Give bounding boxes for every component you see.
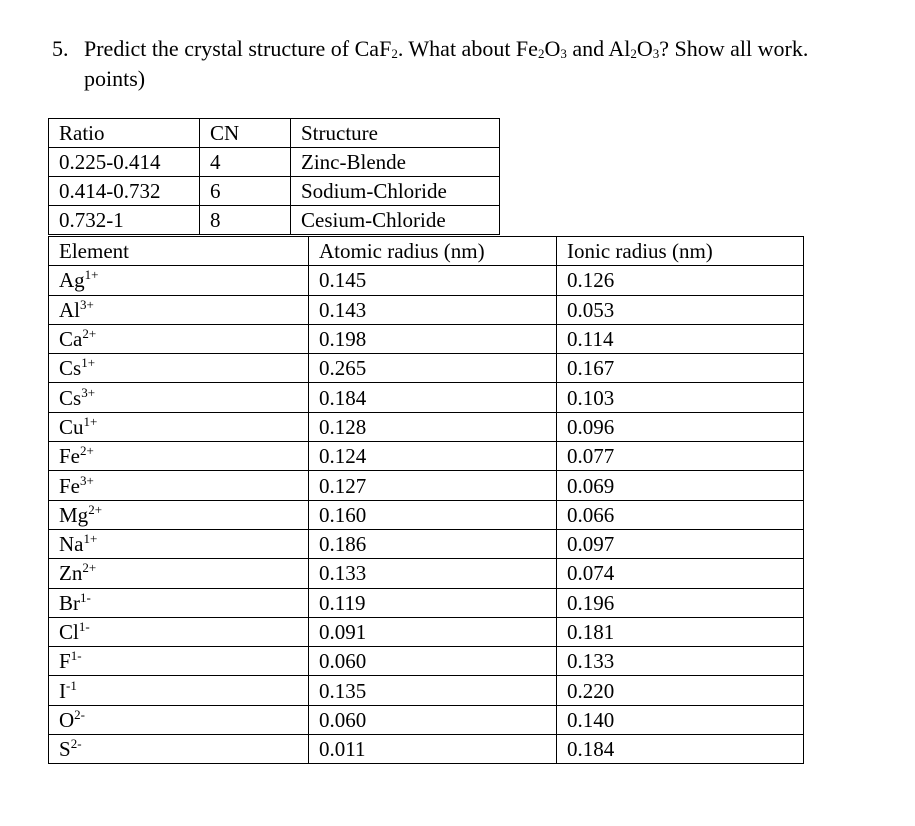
atomic-radius-cell: 0.135 [309,676,557,705]
element-symbol: Fe [59,444,80,469]
ion-charge: 3+ [81,384,96,400]
element-cell [49,383,309,412]
subscript: 3 [652,46,660,61]
ionic-radius-cell: 0.220 [557,676,804,705]
table-row [49,647,804,676]
ratio-table [48,118,500,235]
question-line-2: points) [84,66,146,91]
question-segment: ? Show all work. [659,36,809,61]
ion-charge: 1- [70,648,82,664]
table-row [49,588,804,617]
element-symbol: Cs [59,385,82,410]
element-cell [49,735,309,764]
atomic-radius-cell: 0.124 [309,442,557,471]
ionic-radius-cell: 0.074 [557,559,804,588]
ion-charge: 1+ [84,267,99,283]
question-segment: Predict the crystal structure of CaF [84,36,392,61]
subscript: 2 [391,46,398,61]
structure-cell: Zinc-Blende [291,148,500,177]
element-cell [49,588,309,617]
ratio-header-row [49,119,500,148]
ionic-radius-cell: 0.097 [557,529,804,558]
cn-cell: 8 [200,206,291,235]
ratio-header-structure: Structure [291,119,500,148]
element-cell [49,354,309,383]
structure-cell: Sodium-Chloride [291,177,500,206]
element-cell [49,442,309,471]
table-row [49,177,500,206]
element-symbol: F [59,649,71,674]
ionic-radius-cell: 0.053 [557,295,804,324]
question-segment: . What about Fe [397,36,538,61]
table-row [49,412,804,441]
ionic-radius-cell: 0.096 [557,412,804,441]
ion-charge: -1 [66,677,77,693]
table-row [49,383,804,412]
ion-charge: 3+ [80,296,94,312]
table-row [49,500,804,529]
table-row [49,705,804,734]
element-header: Element [49,237,309,266]
ion-charge: 1+ [81,355,96,371]
ionic-radius-cell: 0.069 [557,471,804,500]
element-symbol: Ag [59,268,85,293]
question-segment: O [544,36,561,61]
element-symbol: Cu [59,414,84,439]
atomic-radius-cell: 0.060 [309,647,557,676]
element-symbol: O [59,707,75,732]
ion-charge: 2+ [80,443,94,459]
atomic-radius-cell: 0.145 [309,266,557,295]
ratio-cell: 0.732-1 [49,206,200,235]
ion-charge: 2+ [82,560,97,576]
element-symbol: Br [59,590,80,615]
question-segment: O [636,36,653,61]
element-symbol: Al [59,297,80,322]
atomic-radius-cell: 0.128 [309,412,557,441]
atomic-radius-cell: 0.143 [309,295,557,324]
ratio-cell: 0.414-0.732 [49,177,200,206]
element-cell [49,617,309,646]
element-symbol: Zn [59,561,83,586]
ion-charge: 1- [78,619,90,634]
table-row [49,676,804,705]
atomic-radius-cell: 0.060 [309,705,557,734]
ion-charge: 1- [80,589,91,605]
element-cell [49,529,309,558]
element-cell [49,647,309,676]
atomic-radius-cell: 0.265 [309,354,557,383]
ion-charge: 2- [74,706,86,722]
ionic-radius-cell: 0.066 [557,500,804,529]
ratio-cell: 0.225-0.414 [49,148,200,177]
ionic-radius-cell: 0.167 [557,354,804,383]
cn-cell: 6 [200,177,291,206]
element-cell [49,471,309,500]
table-row [49,354,804,383]
element-header-row [49,237,804,266]
table-row [49,471,804,500]
table-row [49,442,804,471]
table-row [49,617,804,646]
atomic-radius-cell: 0.186 [309,529,557,558]
atomic-radius-cell: 0.184 [309,383,557,412]
ion-charge: 2- [70,736,82,752]
ionic-radius-cell: 0.077 [557,442,804,471]
cn-cell: 4 [200,148,291,177]
atomic-radius-cell: 0.091 [309,617,557,646]
atomic-radius-cell: 0.198 [309,324,557,353]
element-cell [49,705,309,734]
atomic-radius-header: Atomic radius (nm) [309,237,557,266]
subscript: 2 [630,46,637,61]
question-segment: and Al [566,36,631,61]
element-cell [49,412,309,441]
ion-charge: 3+ [80,472,94,488]
element-symbol: Cs [59,356,82,381]
element-symbol: Ca [59,327,83,352]
element-cell [49,676,309,705]
element-cell [49,559,309,588]
table-row [49,206,500,235]
table-row [49,324,804,353]
ion-charge: 2+ [88,501,103,517]
ionic-radius-cell: 0.196 [557,588,804,617]
ionic-radius-cell: 0.114 [557,324,804,353]
element-cell [49,500,309,529]
table-row [49,529,804,558]
atomic-radius-cell: 0.119 [309,588,557,617]
element-symbol: Na [59,532,84,557]
ionic-radius-cell: 0.103 [557,383,804,412]
question-line-1 [52,34,912,64]
question-text [52,34,912,94]
atomic-radius-cell: 0.127 [309,471,557,500]
ionic-radius-cell: 0.184 [557,735,804,764]
ionic-radius-cell: 0.133 [557,647,804,676]
subscript: 2 [537,46,545,61]
ratio-header-ratio: Ratio [49,119,200,148]
question-number: 5. [52,36,69,61]
element-table [48,236,804,764]
table-row [49,266,804,295]
ion-charge: 1+ [83,413,98,429]
atomic-radius-cell: 0.011 [309,735,557,764]
table-row [49,735,804,764]
element-cell [49,295,309,324]
element-symbol: I [59,678,66,703]
table-row [49,559,804,588]
table-row [49,295,804,324]
element-symbol: Fe [59,473,80,498]
atomic-radius-cell: 0.160 [309,500,557,529]
element-symbol: Cl [59,620,79,644]
table-row [49,148,500,177]
ionic-radius-cell: 0.181 [557,617,804,646]
element-cell [49,324,309,353]
element-symbol: Mg [59,502,89,527]
ionic-radius-header: Ionic radius (nm) [557,237,804,266]
ion-charge: 2+ [82,326,97,342]
element-cell [49,266,309,295]
ion-charge: 1+ [83,531,98,547]
ratio-header-cn: CN [200,119,291,148]
structure-cell: Cesium-Chloride [291,206,500,235]
ionic-radius-cell: 0.126 [557,266,804,295]
element-symbol: S [59,737,71,762]
subscript: 3 [560,46,567,61]
atomic-radius-cell: 0.133 [309,559,557,588]
ionic-radius-cell: 0.140 [557,705,804,734]
